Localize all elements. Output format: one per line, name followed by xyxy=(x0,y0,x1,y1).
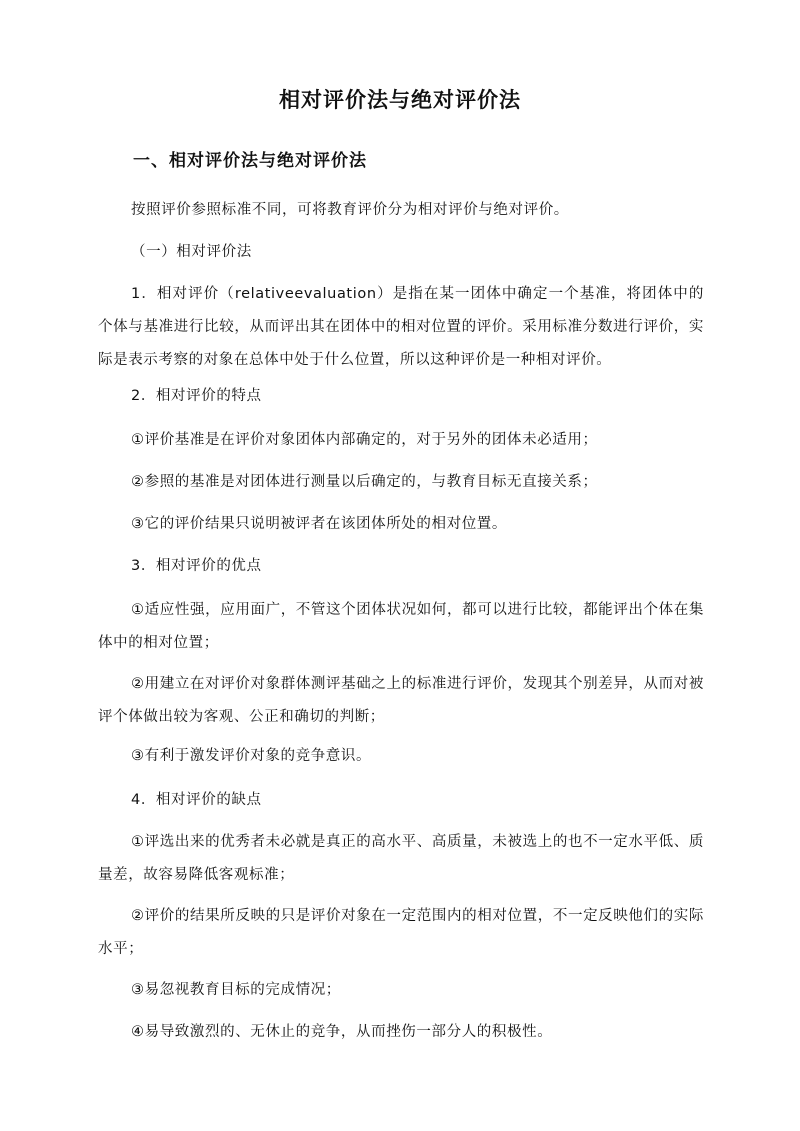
feature-item-3: ③它的评价结果只说明被评者在该团体所处的相对位置。 xyxy=(131,516,507,532)
feature-item-2: ②参照的基准是对团体进行测量以后确定的，与教育目标无直接关系； xyxy=(131,474,598,490)
disadvantage-item-3: ③易忽视教育目标的完成情况； xyxy=(131,982,341,998)
definition-paragraph: 1．相对评价（relativeevaluation）是指在某一团体中确定一个基准，将团体中的个体与基准进行比较，从而评出其在团体中的相对位置的评价。采用标准分数进行评价，实际是表示考察的对象在总体中处于什么位置，所以这种评价是一种相对评价。 xyxy=(98,286,704,368)
advantage-item-1: ①适应性强，应用面广，不管这个团体状况如何，都可以进行比较，都能评出个体在集体中的相对位置； xyxy=(98,602,704,651)
feature-item-1: ①评价基准是在评价对象团体内部确定的，对于另外的团体未必适用； xyxy=(131,432,598,448)
advantage-item-3: ③有利于激发评价对象的竞争意识。 xyxy=(131,748,372,764)
disadvantage-item-2: ②评价的结果所反映的只是评价对象在一定范围内的相对位置，不一定反映他们的实际水平； xyxy=(98,908,704,957)
disadvantages-heading: 4．相对评价的缺点 xyxy=(131,792,262,808)
intro-paragraph: 按照评价参照标准不同，可将教育评价分为相对评价与绝对评价。 xyxy=(131,202,569,218)
document-title: 相对评价法与绝对评价法 xyxy=(279,88,521,112)
features-heading: 2．相对评价的特点 xyxy=(131,388,262,404)
advantages-heading: 3．相对评价的优点 xyxy=(131,558,262,574)
disadvantage-item-1: ①评选出来的优秀者未必就是真正的高水平、高质量，未被选上的也不一定水平低、质量差，故容易降低客观标准； xyxy=(98,834,704,883)
subsection-heading: （一）相对评价法 xyxy=(131,244,252,260)
advantage-item-2: ②用建立在对评价对象群体测评基础之上的标准进行评价，发现其个别差异，从而对被评个体做出较为客观、公正和确切的判断； xyxy=(98,676,704,725)
section-heading: 一、相对评价法与绝对评价法 xyxy=(133,151,367,171)
disadvantage-item-4: ④易导致激烈的、无休止的竞争，从而挫伤一部分人的积极性。 xyxy=(131,1024,553,1040)
